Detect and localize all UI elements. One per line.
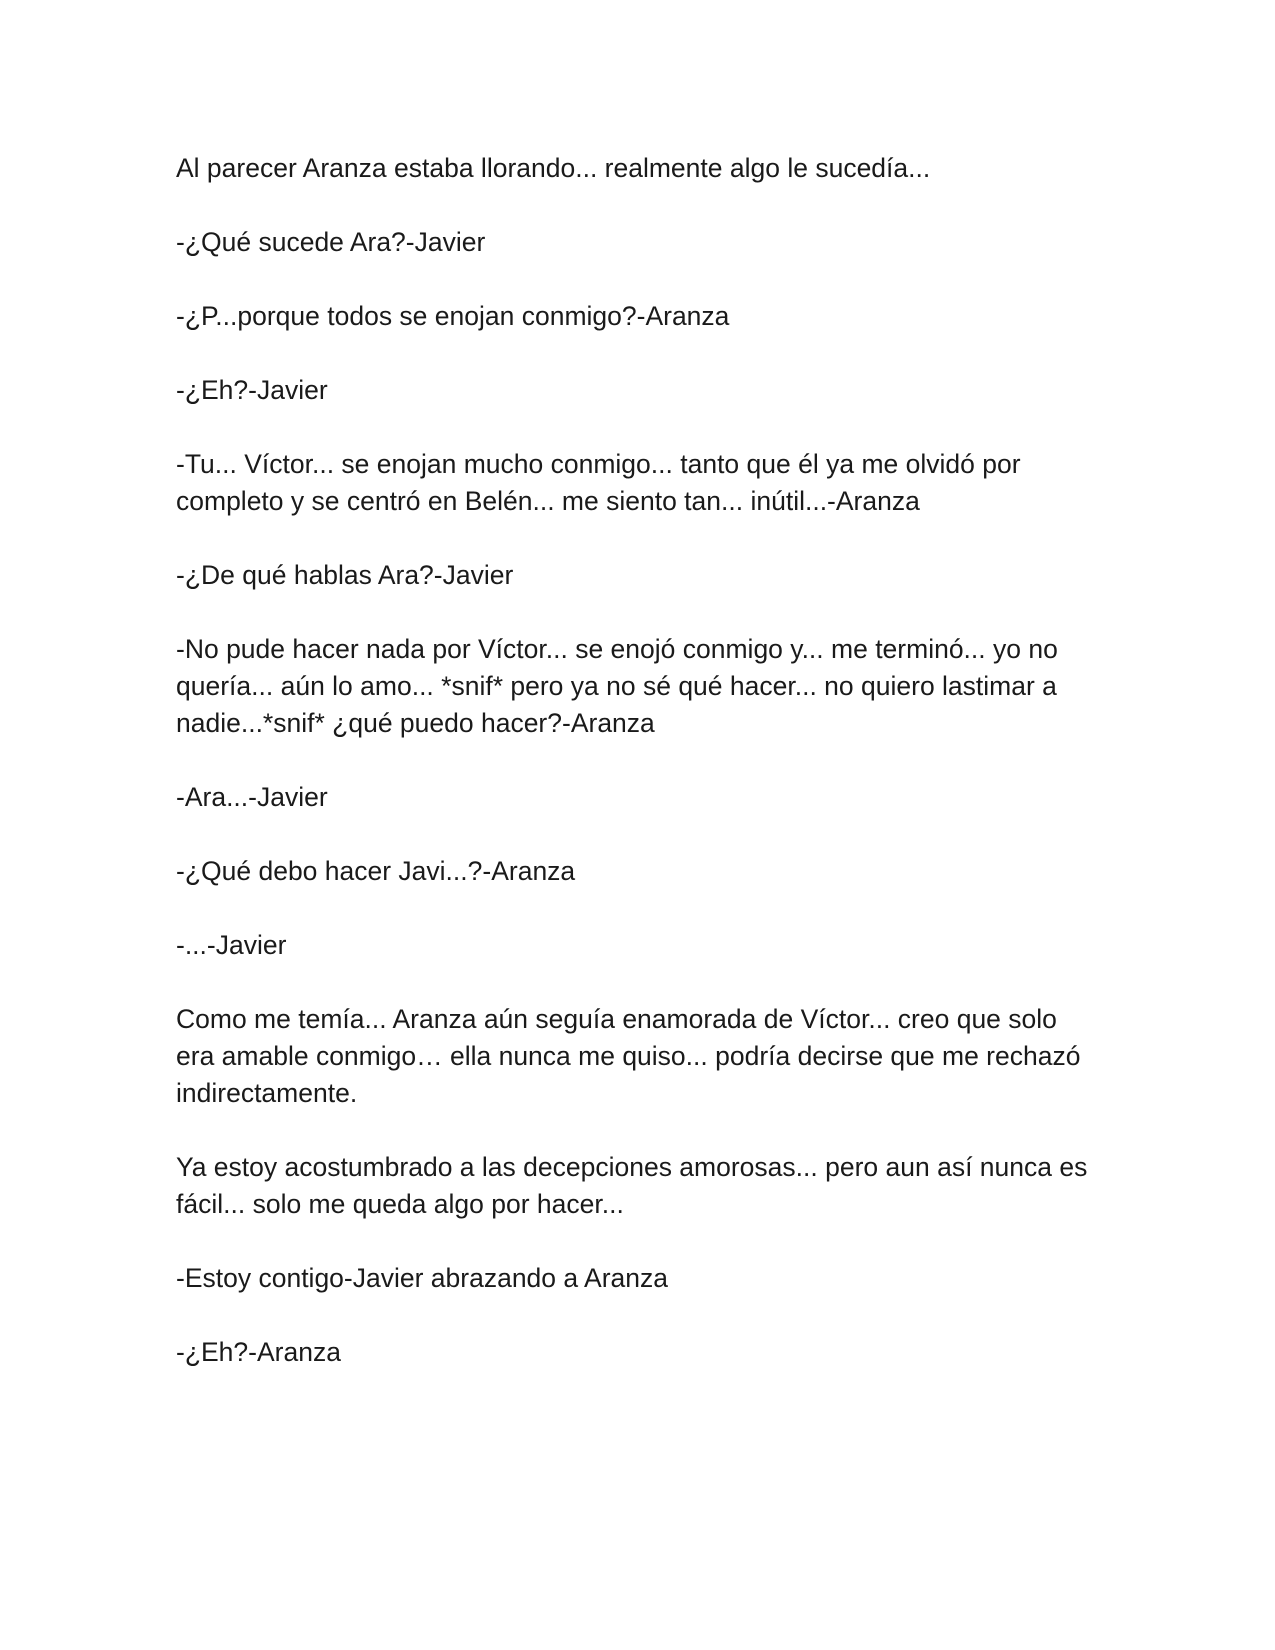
paragraph-dialogue-4: -Tu... Víctor... se enojan mucho conmigo... tanto que él ya me olvidó por completo y se centró en Belén... me siento tan... inútil...-Aranza	[176, 449, 1021, 516]
paragraph-dialogue-6: -No pude hacer nada por Víctor... se enojó conmigo y... me terminó... yo no quería... aún lo amo... *snif* pero ya no sé qué hacer... no quiero lastimar a nadie...*snif* ¿qué puedo hacer?-Aranza	[176, 634, 1058, 738]
paragraph-narration-3: Ya estoy acostumbrado a las decepciones amorosas... pero aun así nunca es fácil... solo me queda algo por hacer...	[176, 1152, 1088, 1219]
paragraph-dialogue-8: -¿Qué debo hacer Javi...?-Aranza	[176, 856, 576, 886]
paragraph-dialogue-9: -...-Javier	[176, 930, 287, 960]
paragraph-narration-1: Al parecer Aranza estaba llorando... realmente algo le sucedía...	[176, 153, 931, 183]
paragraph-dialogue-1: -¿Qué sucede Ara?-Javier	[176, 227, 486, 257]
paragraph-dialogue-5: -¿De qué hablas Ara?-Javier	[176, 560, 514, 590]
paragraph-dialogue-2: -¿P...porque todos se enojan conmigo?-Aranza	[176, 301, 730, 331]
document-body	[176, 150, 1096, 1408]
paragraph-dialogue-3: -¿Eh?-Javier	[176, 375, 328, 405]
paragraph-dialogue-7: -Ara...-Javier	[176, 782, 328, 812]
paragraph-dialogue-10: -Estoy contigo-Javier abrazando a Aranza	[176, 1263, 668, 1293]
paragraph-dialogue-11: -¿Eh?-Aranza	[176, 1337, 341, 1367]
paragraph-narration-2: Como me temía... Aranza aún seguía enamorada de Víctor... creo que solo era amable conmigo… ella nunca me quiso... podría decirse que me rechazó indirectamente.	[176, 1004, 1081, 1108]
